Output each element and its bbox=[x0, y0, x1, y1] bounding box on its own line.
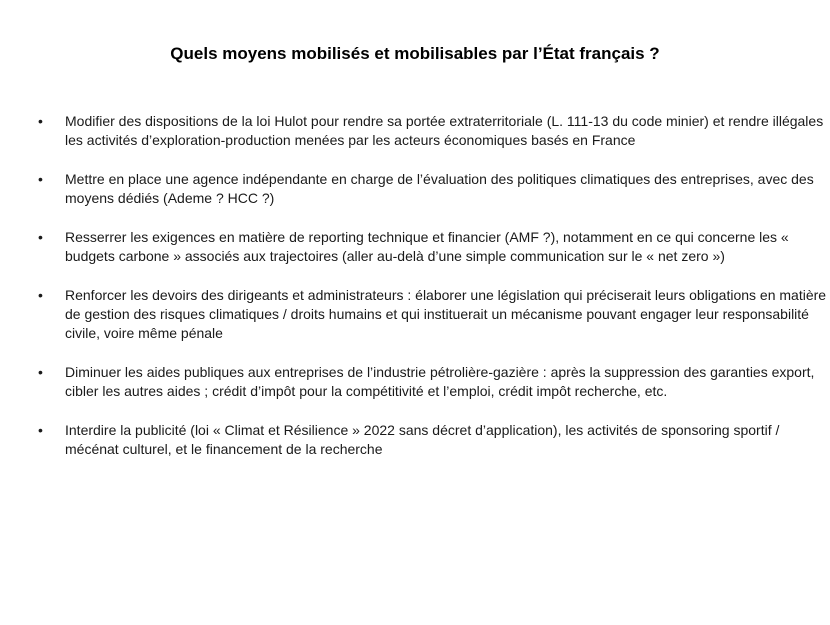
bullet-text: Modifier des dispositions de la loi Hulot pour rendre sa portée extraterritoriale (L. 111-13 du code minier) et rendre illégales les activités d’exploration-production menées par les acteurs économiques basés en France bbox=[65, 113, 824, 148]
bullet-item bbox=[38, 363, 828, 401]
bullet-dot-icon: • bbox=[38, 287, 43, 303]
bullet-dot-icon: • bbox=[38, 422, 43, 438]
bullet-text: Renforcer les devoirs des dirigeants et administrateurs : élaborer une législation qui préciserait leurs obligations en matière de gestion des risques climatiques / droits humains et qui instituerait un mécanisme pouvant engager leur responsabilité civile, voire même pénale bbox=[65, 287, 827, 341]
bullet-dot-icon: • bbox=[38, 171, 43, 187]
bullet-text: Diminuer les aides publiques aux entreprises de l’industrie pétrolière-gazière : après la suppression des garanties export, cibler les autres aides ; crédit d’impôt pour la compétitivité et l’emploi, crédit impôt recherche, etc. bbox=[65, 364, 815, 399]
bullet-item bbox=[38, 112, 828, 150]
bullet-item bbox=[38, 421, 828, 459]
bullet-dot-icon: • bbox=[38, 229, 43, 245]
bullet-text: Resserrer les exigences en matière de reporting technique et financier (AMF ?), notamment en ce qui concerne les « budgets carbone » associés aux trajectoires (aller au-delà d’une simple communication sur le « net zero ») bbox=[65, 229, 789, 264]
bullet-item bbox=[38, 170, 828, 208]
bullet-dot-icon: • bbox=[38, 113, 43, 129]
bullet-item bbox=[38, 228, 828, 266]
bullet-text: Interdire la publicité (loi « Climat et Résilience » 2022 sans décret d’application), les activités de sponsoring sportif / mécénat culturel, et le financement de la recherche bbox=[65, 422, 780, 457]
bullet-dot-icon: • bbox=[38, 364, 43, 380]
bullet-list bbox=[38, 112, 828, 479]
slide-title: Quels moyens mobilisés et mobilisables par l’État français ? bbox=[170, 44, 660, 63]
bullet-text: Mettre en place une agence indépendante en charge de l’évaluation des politiques climatiques des entreprises, avec des moyens dédiés (Ademe ? HCC ?) bbox=[65, 171, 814, 206]
bullet-item bbox=[38, 286, 828, 343]
